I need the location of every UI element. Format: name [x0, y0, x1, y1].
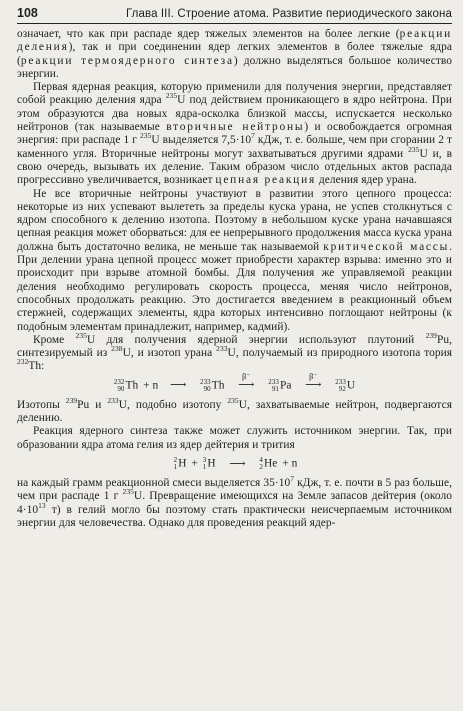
page-number: 108: [17, 6, 38, 20]
paragraph-6: Реакция ядерного синтеза также может служить источником энергии. Так, при образовании ядра атома гелия из ядер дейтерия и трития: [17, 425, 452, 451]
beta-arrow: β⁻ ⟶: [305, 372, 322, 392]
beta-arrow: β⁻ ⟶: [238, 372, 255, 392]
page-header: [17, 6, 452, 20]
fusion-equation: 2 1 H + 3 1 H ⟶ 4 2 He + n: [173, 455, 298, 471]
arrow: ⟶: [169, 379, 187, 392]
paragraph-7: на каждый грамм реакционной смеси выделяется $35\cdot 10^7$ кДж, т. е. почти в 5 раз больше, чем при распаде 1 г $^{235}$U. Превращение имеющихся на Земле запасов дейтерия (около $4\cdot 10^{13}$ т) в гелий могло бы поэтому стать практически неисчерпаемым источником энергии для человечества. Однако для проведения реакций ядер-: [17, 474, 452, 529]
arrow: ⟶: [229, 457, 246, 470]
header-rule: [17, 23, 452, 24]
body-text: [17, 28, 452, 530]
running-title: Глава III. Строение атома. Развитие периодического закона: [126, 8, 452, 20]
paragraph-1: означает, что как при распаде ядер тяжелых элементов на более легкие (реакции деления), так и при соединении ядер легких элементов в более тяжелые ядра (реакции термоядерного синтеза) должно выделяться большое количество энергии.: [17, 28, 452, 80]
paragraph-2: Первая ядерная реакция, которую применили для получения энергии, представляет собой реакцию деления ядра $^{235}$U под действием проникающего в ядро нейтрона. При этом образуются два новых ядра-осколка близкой массы, испускается несколько нейтронов (так называемые вторичные нейтроны) и освобождается огромная энергия: при распаде 1 г $^{235}$U выделяется $7,5\cdot 10^7$ кДж, т. е. больше, чем при сгорании 2 т каменного угля. Вторичные нейтроны могут захватываться другими ядрами $^{235}$U и, в свою очередь, вызывать их деление. Таким образом число отдельных актов распада прогрессивно увеличивается, возникает цепная реакция деления ядер урана.: [17, 81, 452, 187]
paragraph-5: Изотопы $^{239}$Pu и $^{233}$U, подобно изотопу $^{235}$U, захватываемые нейтрон, подвергаются делению.: [17, 395, 452, 425]
paragraph-3: Не все вторичные нейтроны участвуют в развитии этого цепного процесса: некоторые из них успевают вылететь за пределы куска урана, не успев столкнуться с ядром способного к делению изотопа. Поэтому в небольшом куске урана начавшаяся цепная реакция может оборваться: для ее непрерывного продолжения масса куска урана должна быть достаточно велика, не меньше так называемой критической массы. При делении урана цепной процесс может приобрести характер взрыва: именно это и происходит при взрыве атомной бомбы. Для получения же управляемой реакции деления необходимо регулировать скорость процесса, меняя число нейтронов, способных продолжать реакцию. Это достигается введением в реакционный объем стержней, содержащих элементы, ядра которых интенсивно поглощают нейтроны (к подобным элементам принадлежит, например, кадмий).: [17, 187, 452, 333]
thorium-decay-equation: 232 90 Th + n ⟶ 233 90 Th β⁻ ⟶ 233 91 Pa β⁻ ⟶ 233 92 U: [113, 372, 356, 393]
paragraph-4: Кроме $^{235}$U для получения ядерной энергии используют плутоний $^{239}$Pu, синтезируемый из $^{238}$U, и изотоп урана $^{233}$U, получаемый из природного изотопа тория $^{232}$Th:: [17, 331, 453, 373]
